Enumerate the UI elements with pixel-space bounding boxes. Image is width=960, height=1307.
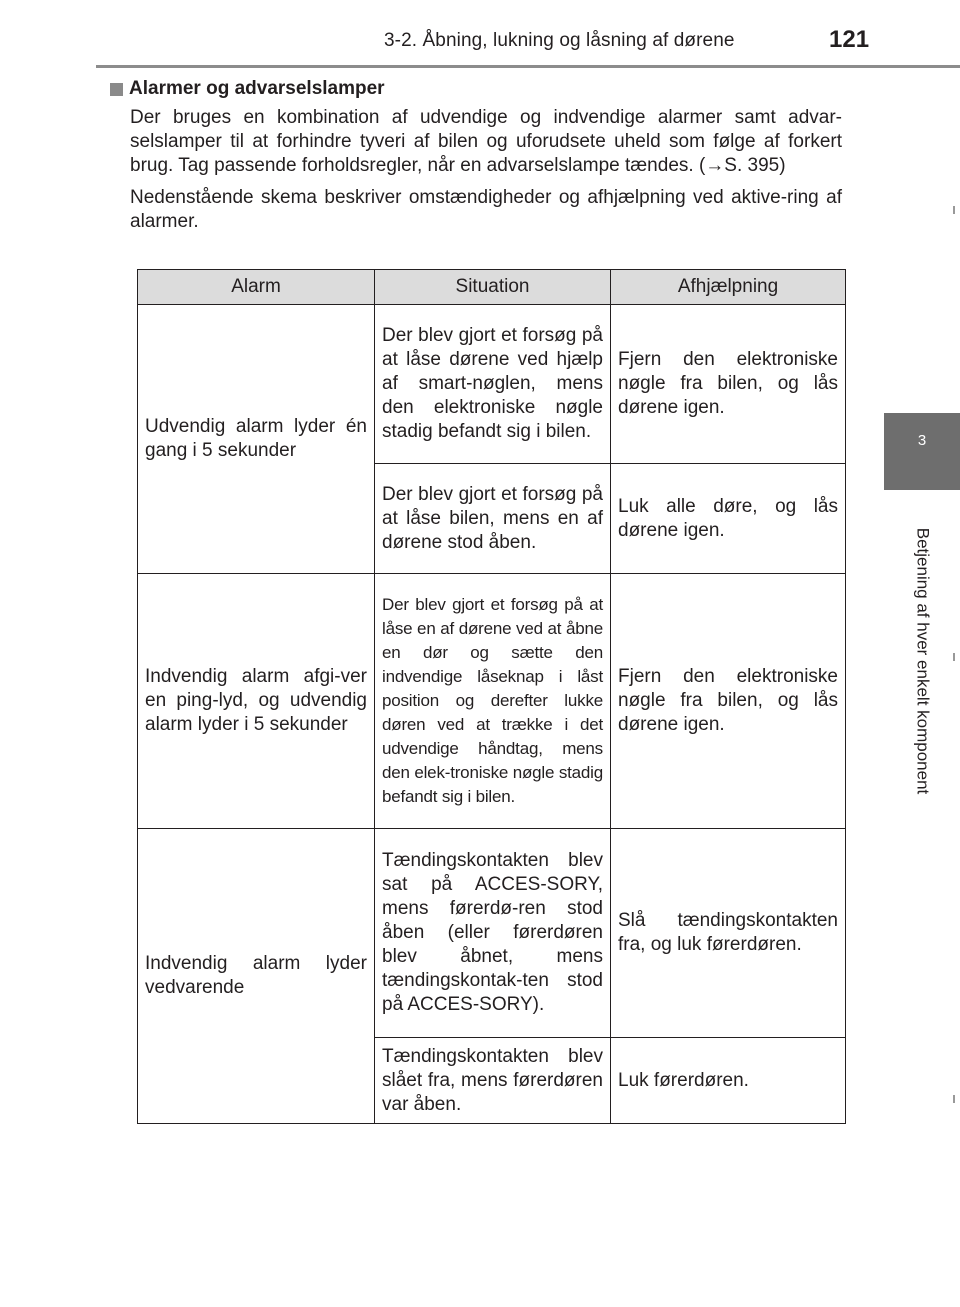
situation-cell: Der blev gjort et forsøg på at låse en af dørene ved at åbne en dør og sætte den indvendige låseknap i låst position og derefter lukke døren ved at trække i det udvendige håndtag, mens den elek-troniske nøgle stadig befandt sig i bilen. [375,574,611,829]
remedy-cell: Luk førerdøren. [611,1038,846,1124]
alarm-cell: Udvendig alarm lyder én gang i 5 sekunder [138,305,375,574]
situation-cell: Tændingskontakten blev sat på ACCES-SORY, mens førerdø-ren stod åben (eller førerdøren blev åbnet, mens tændingskontak-ten stod på ACCES-SORY). [375,829,611,1038]
alarm-section [110,76,842,234]
chapter-tab [884,413,960,490]
table-intro-paragraph: Nedenstående skema beskriver omstændigheder og afhjælpning ved aktive-ring af alarmer. [130,187,842,232]
margin-tick [953,206,955,214]
remedy-cell: Luk alle døre, og lås dørene igen. [611,464,846,574]
section-heading-text: Alarmer og advarselslamper [129,78,385,99]
header-remedy: Afhjælpning [611,270,846,305]
chapter-label [887,500,957,822]
table-header-row [138,270,846,305]
alarm-cell: Indvendig alarm lyder vedvarende [138,829,375,1124]
situation-cell: Der blev gjort et forsøg på at låse dørene ved hjælp af smart-nøglen, mens den elektroniske nøgle stadig befandt sig i bilen. [375,305,611,464]
square-bullet-icon [110,83,123,96]
chapter-number: 3 [917,432,927,449]
margin-tick [953,1095,955,1103]
page-number: 121 [829,26,870,53]
intro-paragraph: Der bruges en kombination af udvendige og indvendige alarmer samt advar-selslamper til at forhindre tyveri af bilen og uforudsete uheld som følge af forkert brug. Tag passende forholdsregler, når en advarselslampe tændes. (→S. 395) [130,107,842,176]
remedy-cell: Slå tændingskontakten fra, og luk førerdøren. [611,829,846,1038]
section-heading [110,76,842,102]
remedy-cell: Fjern den elektroniske nøgle fra bilen, og lås dørene igen. [611,574,846,829]
alarm-table [137,269,846,1124]
alarm-cell: Indvendig alarm afgi-ver en ping-lyd, og udvendig alarm lyder i 5 sekunder [138,574,375,829]
situation-cell: Tændingskontakten blev slået fra, mens førerdøren var åben. [375,1038,611,1124]
remedy-cell: Fjern den elektroniske nøgle fra bilen, og lås dørene igen. [611,305,846,464]
chapter-title: Betjening af hver enkelt komponent [913,527,933,795]
header-situation: Situation [375,270,611,305]
table-row [138,829,846,1038]
table-row [138,305,846,464]
section-title: 3-2. Åbning, lukning og låsning af dørene [384,30,735,51]
header-alarm: Alarm [138,270,375,305]
header-divider [96,65,960,68]
table-row [138,574,846,829]
situation-cell: Der blev gjort et forsøg på at låse bilen, mens en af dørene stod åben. [375,464,611,574]
